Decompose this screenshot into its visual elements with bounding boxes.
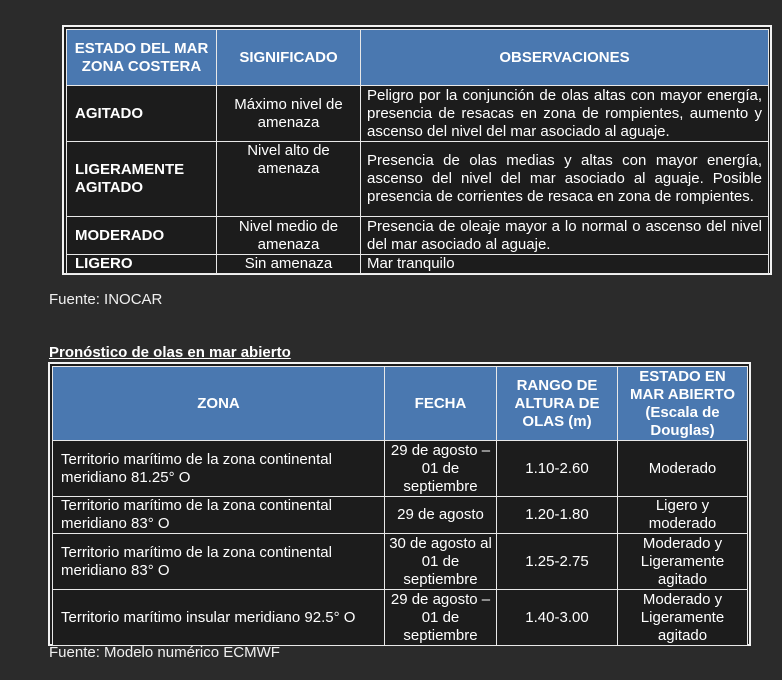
header-observaciones: OBSERVACIONES [361,30,769,86]
table-row [67,86,769,142]
estado-cell: Ligero y moderado [618,497,748,534]
zona-cell: Territorio marítimo de la zona continental meridiano 83° O [53,534,385,590]
sea-state-table [66,29,769,274]
zona-cell: Territorio marítimo de la zona continental meridiano 81.25° O [53,441,385,497]
table-row [53,534,748,590]
fecha-cell: 30 de agosto al 01 de septiembre [385,534,497,590]
estado-cell: AGITADO [67,86,217,142]
estado-cell: LIGERO [67,255,217,274]
estado-cell: MODERADO [67,217,217,255]
table-row [67,255,769,274]
source-ecmwf: Fuente: Modelo numérico ECMWF [49,644,280,661]
zona-cell: Territorio marítimo insular meridiano 92.5° O [53,590,385,646]
rango-cell: 1.25-2.75 [497,534,618,590]
fecha-cell: 29 de agosto – 01 de septiembre [385,590,497,646]
significado-cell: Máximo nivel de amenaza [217,86,361,142]
fecha-cell: 29 de agosto [385,497,497,534]
estado-cell: Moderado [618,441,748,497]
table-header-row [67,30,769,86]
rango-cell: 1.40-3.00 [497,590,618,646]
rango-cell: 1.10-2.60 [497,441,618,497]
significado-cell: Sin amenaza [217,255,361,274]
rango-cell: 1.20-1.80 [497,497,618,534]
estado-cell: Moderado y Ligeramente agitado [618,534,748,590]
header-estado: ESTADO DEL MAR ZONA COSTERA [67,30,217,86]
observaciones-cell: Mar tranquilo [361,255,769,274]
wave-forecast-table-frame [48,362,751,646]
header-zona: ZONA [53,367,385,441]
header-fecha: FECHA [385,367,497,441]
table-row [53,441,748,497]
estado-cell: Moderado y Ligeramente agitado [618,590,748,646]
zona-cell: Territorio marítimo de la zona continental meridiano 83° O [53,497,385,534]
table-row [53,497,748,534]
estado-cell: LIGERAMENTE AGITADO [67,142,217,217]
observaciones-cell: Peligro por la conjunción de olas altas con mayor energía, presencia de resacas en zona de rompientes, aumento y ascenso del nivel del mar asociado al aguaje. [361,86,769,142]
observaciones-cell: Presencia de oleaje mayor a lo normal o ascenso del nivel del mar asociado al aguaje. [361,217,769,255]
observaciones-cell: Presencia de olas medias y altas con mayor energía, ascenso del nivel del mar asociado al aguaje. Posible presencia de corrientes de resaca en zona de rompientes. [361,142,769,217]
table-header-row [53,367,748,441]
source-inocar: Fuente: INOCAR [49,291,163,308]
header-rango: RANGO DE ALTURA DE OLAS (m) [497,367,618,441]
header-estado: ESTADO EN MAR ABIERTO (Escala de Douglas) [618,367,748,441]
header-significado: SIGNIFICADO [217,30,361,86]
fecha-cell: 29 de agosto – 01 de septiembre [385,441,497,497]
table-row [67,142,769,217]
sea-state-table-frame [62,25,772,275]
significado-cell: Nivel alto de amenaza [217,142,361,217]
section-title: Pronóstico de olas en mar abierto [49,344,291,361]
table-row [53,590,748,646]
table-row [67,217,769,255]
significado-cell: Nivel medio de amenaza [217,217,361,255]
wave-forecast-table [52,366,748,646]
